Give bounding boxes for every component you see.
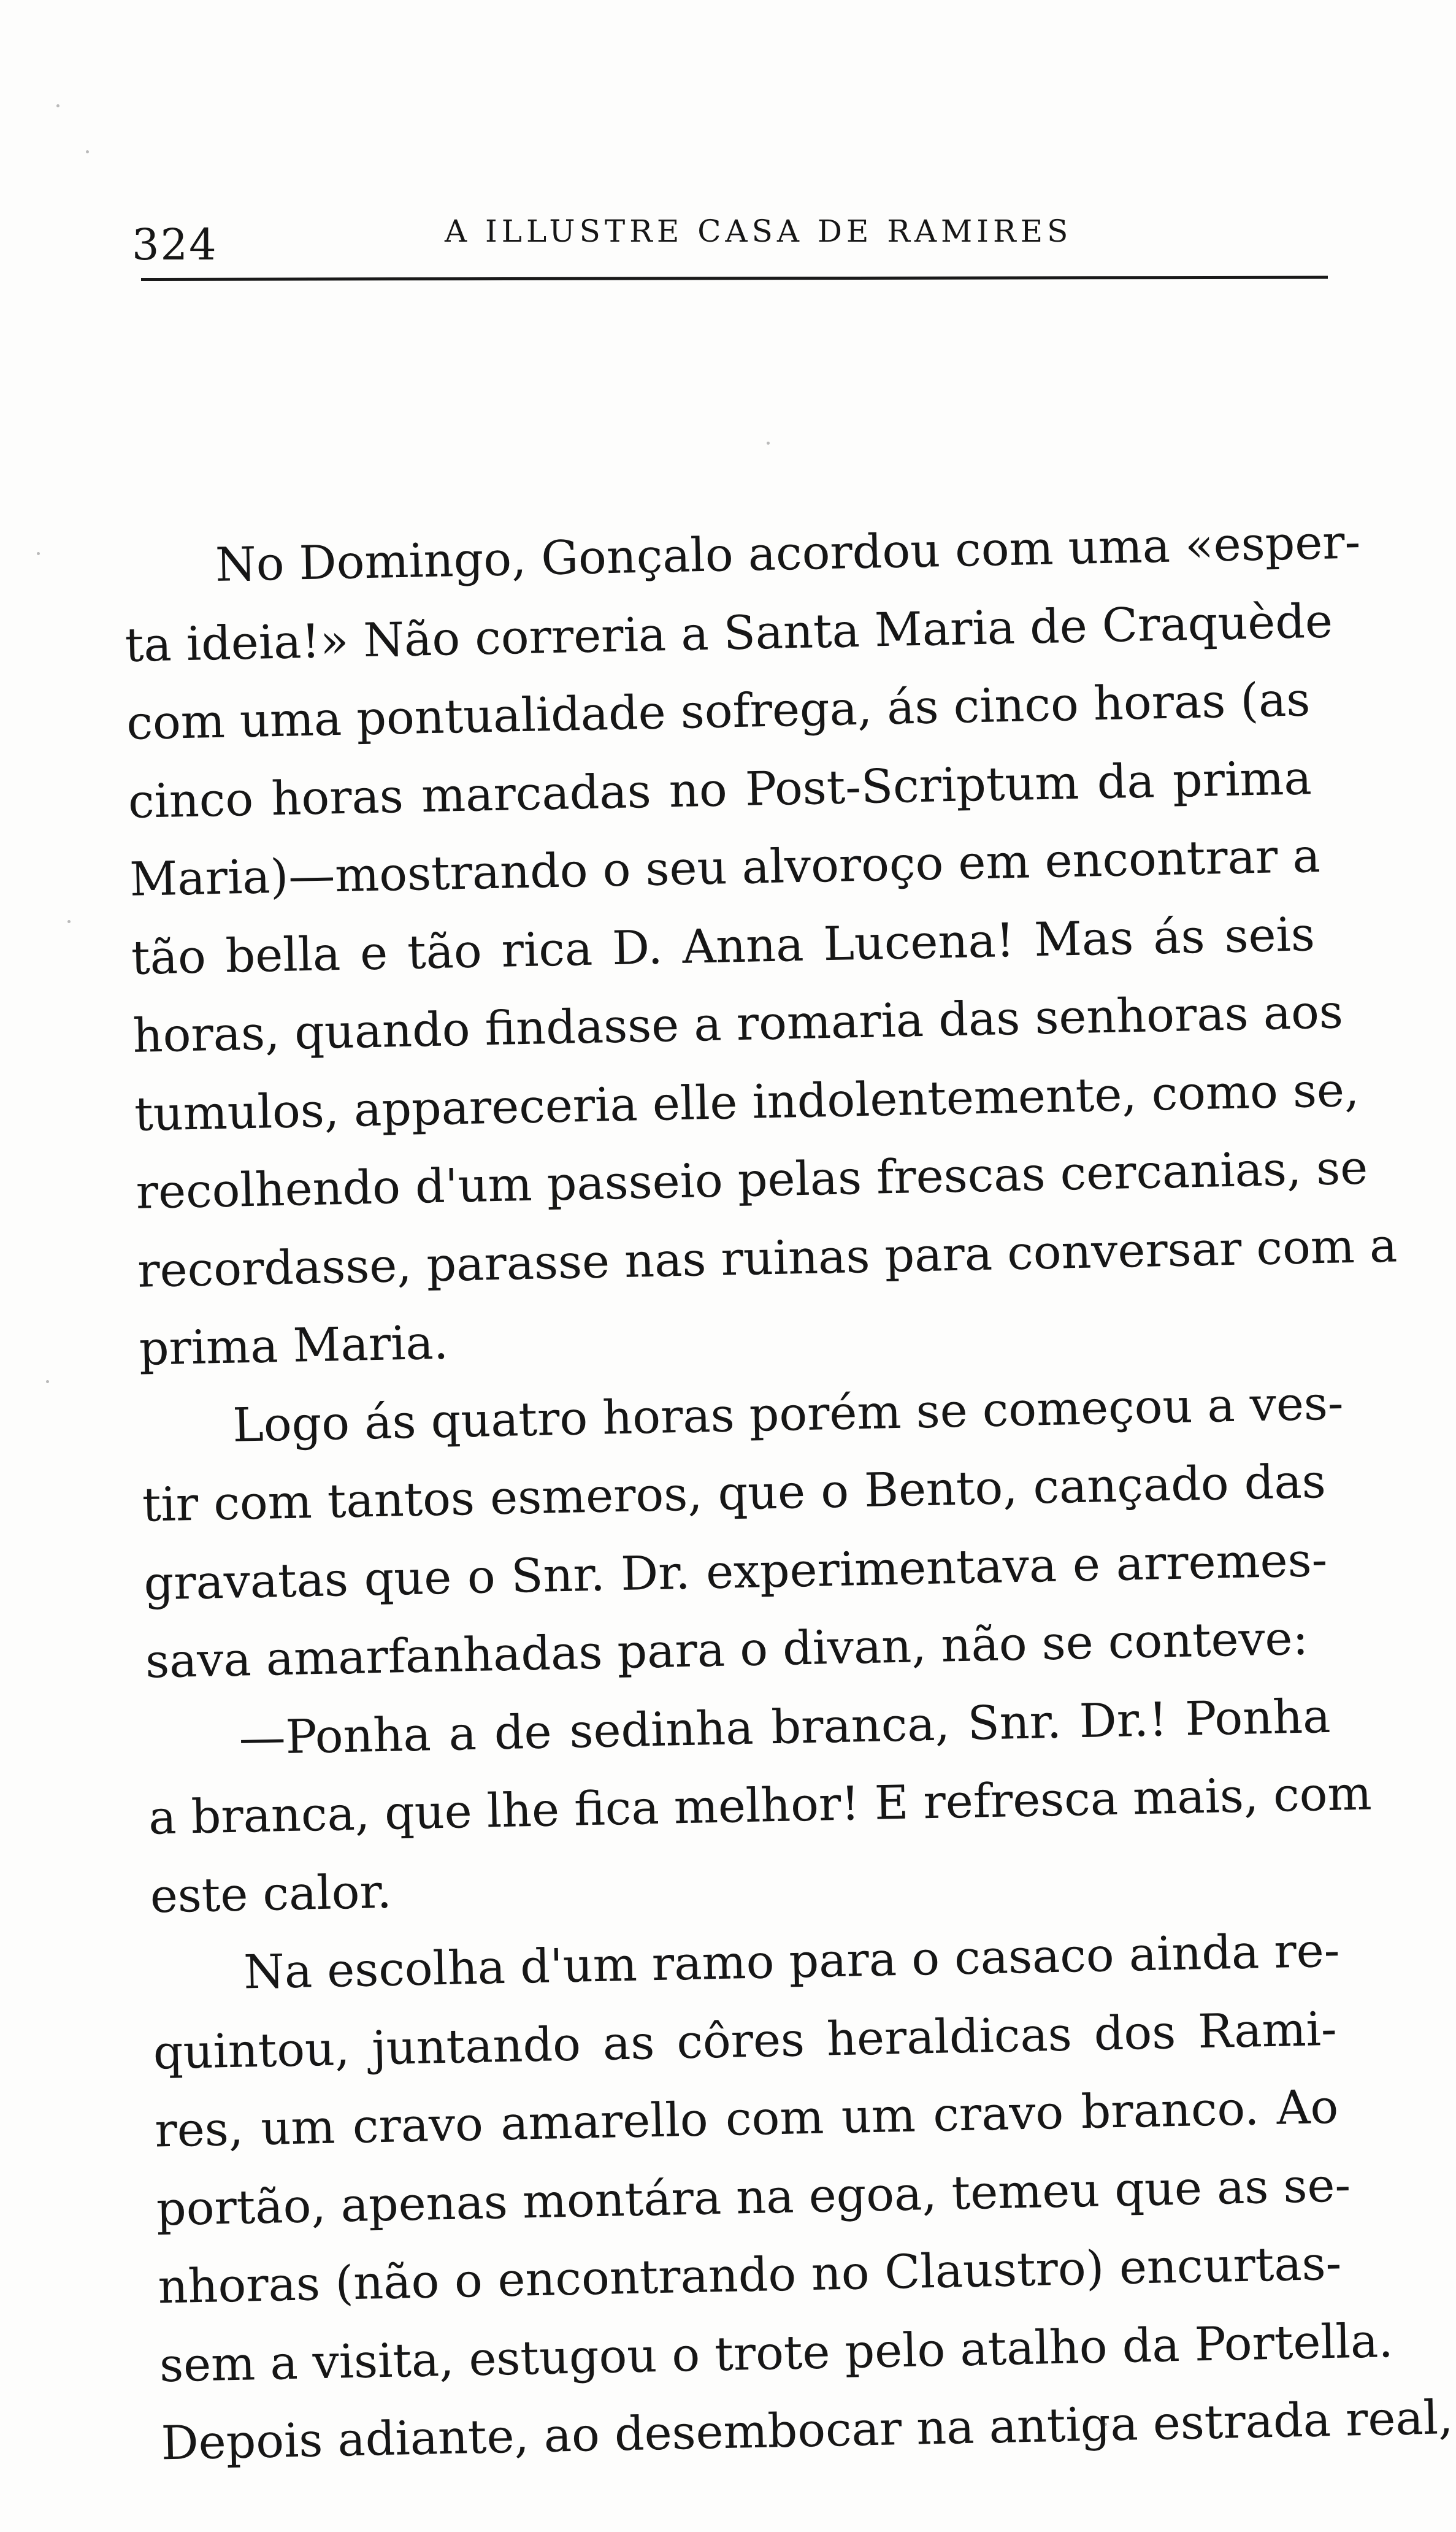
- text-line: No Domingo, Gonçalo acordou com uma «esper-: [215, 514, 1362, 592]
- text-line: Maria)—mostrando o seu alvoroço em encontrar a: [129, 827, 1321, 907]
- paper-speck: [46, 1380, 49, 1383]
- text-line: sem a visita, estugou o trote pelo atalho da Portella.: [159, 2312, 1394, 2392]
- text-line: —Ponha a de sedinha branca, Snr. Dr.! Ponha: [238, 1688, 1331, 1765]
- page-header: [132, 202, 1322, 276]
- running-title: A ILLUSTRE CASA DE RAMIRES: [445, 213, 1073, 249]
- paper-speck: [37, 552, 40, 555]
- text-line: quintou, juntando as côres heraldicas dos Rami-: [153, 2001, 1338, 2079]
- text-line: sava amarfanhadas para o divan, não se conteve:: [145, 1610, 1309, 1689]
- text-line: recolhendo d'um passeio pelas frescas cercanias, se: [135, 1140, 1368, 1219]
- page-number: 324: [132, 220, 218, 270]
- text-line: tumulos, appareceria elle indolentemente, como se,: [134, 1062, 1360, 1141]
- text-line: tão bella e tão rica D. Anna Lucena! Mas ás seis: [131, 906, 1316, 985]
- text-line: recordasse, parasse nas ruinas para conversar com a: [137, 1218, 1398, 1298]
- paper-speck: [86, 150, 89, 153]
- paper-speck: [767, 442, 770, 445]
- paper-speck: [56, 104, 59, 107]
- paragraph: [146, 1676, 1373, 1935]
- text-line: Na escolha d'um ramo para o casaco ainda re-: [243, 1922, 1341, 2000]
- text-line: Logo ás quatro horas porém se começou a ves-: [232, 1375, 1344, 1452]
- body-text: [123, 504, 1454, 2471]
- text-line: a branca, que lhe fica melhor! E refresca mais, com: [148, 1765, 1373, 1845]
- text-line: cinco horas marcadas no Post-Scriptum da prima: [128, 750, 1312, 829]
- text-line: Depois adiante, ao desembocar na antiga estrada real,: [160, 2390, 1454, 2471]
- paragraph: [140, 1364, 1344, 1700]
- text-line: nhoras (não o encontrando no Claustro) encurtas-: [157, 2235, 1343, 2314]
- text-line: prima Maria.: [138, 1314, 449, 1376]
- text-line: tir com tantos esmeros, que o Bento, cançado das: [142, 1453, 1327, 1532]
- text-line: este calor.: [149, 1863, 393, 1924]
- paper-speck: [67, 920, 71, 923]
- paragraph: [151, 1911, 1454, 2482]
- text-line: res, um cravo amarello com um cravo branco. Ao: [154, 2079, 1339, 2158]
- text-line: gravatas que o Snr. Dr. experimentava e arremes-: [143, 1532, 1328, 1611]
- text-line: horas, quando findasse a romaria das senhoras aos: [132, 984, 1344, 1063]
- text-line: com uma pontualidade sofrega, ás cinco horas (as: [126, 672, 1311, 750]
- text-line: ta ideia!» Não correria a Santa Maria de Craquède: [124, 593, 1333, 672]
- header-rule: [141, 276, 1328, 281]
- text-line: portão, apenas montára na egoa, temeu que as se-: [156, 2157, 1351, 2236]
- paragraph: [123, 504, 1398, 1387]
